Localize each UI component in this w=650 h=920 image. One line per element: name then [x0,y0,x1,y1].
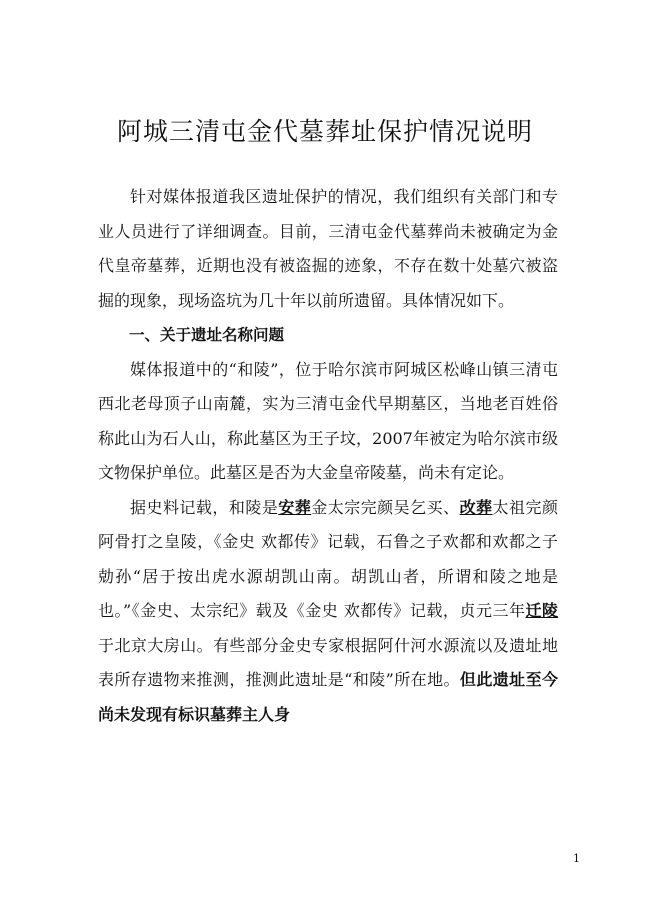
document-body [98,180,558,732]
history-text-2: 金太宗完颜吴乞买、 [311,497,460,517]
section-heading-name-issue: 一、关于遗址名称问题 [129,326,285,344]
history-text-4: 于北京大房山。有些部分金史专家根据阿什河水源流以及遗址地表所存遗物来推测，推测此遗址是“和陵”所在地。 [98,635,558,689]
page-number: 1 [573,852,580,865]
intro-paragraph: 针对媒体报道我区遗址保护的情况，我们组织有关部门和专业人员进行了详细调查。目前，三清屯金代墓葬尚未被确定为金代皇帝墓葬，近期也没有被盗掘的迹象，不存在数十处墓穴被盗掘的现象，现场盗坑为几十年以前所遗留。具体情况如下。 [98,187,558,310]
history-text-3: 太祖完颜阿骨打之皇陵，《金史 欢都传》记载，石鲁之子欢都和欢都之子勀孙“居于按出虎水源胡凯山南。胡凯山者，所谓和陵之地是也。”《金史、太宗纪》载及《金史 欢都传》记载，贞元三年 [98,497,558,620]
underlined-anzang: 安葬 [278,497,312,517]
history-paragraph [98,491,558,733]
history-text-1: 据史料记载，和陵是 [130,497,279,517]
underlined-qianling: 迁陵 [525,601,558,620]
location-paragraph: 媒体报道中的“和陵”，位于哈尔滨市阿城区松峰山镇三清屯西北老母顶子山南麓，实为三清屯金代早期墓区，当地老百姓俗称此山为石人山，称此墓区为王子坟，2007年被定为哈尔滨市级文物保护单位。此墓区是否为大金皇帝陵墓，尚未有定论。 [98,359,558,482]
document-title: 阿城三清屯金代墓葬址保护情况说明 [116,117,533,146]
bold-conclusion-text: 但此遗址至今尚未发现有标识墓葬主人身 [98,670,558,724]
underlined-gaizang: 改葬 [459,497,493,517]
